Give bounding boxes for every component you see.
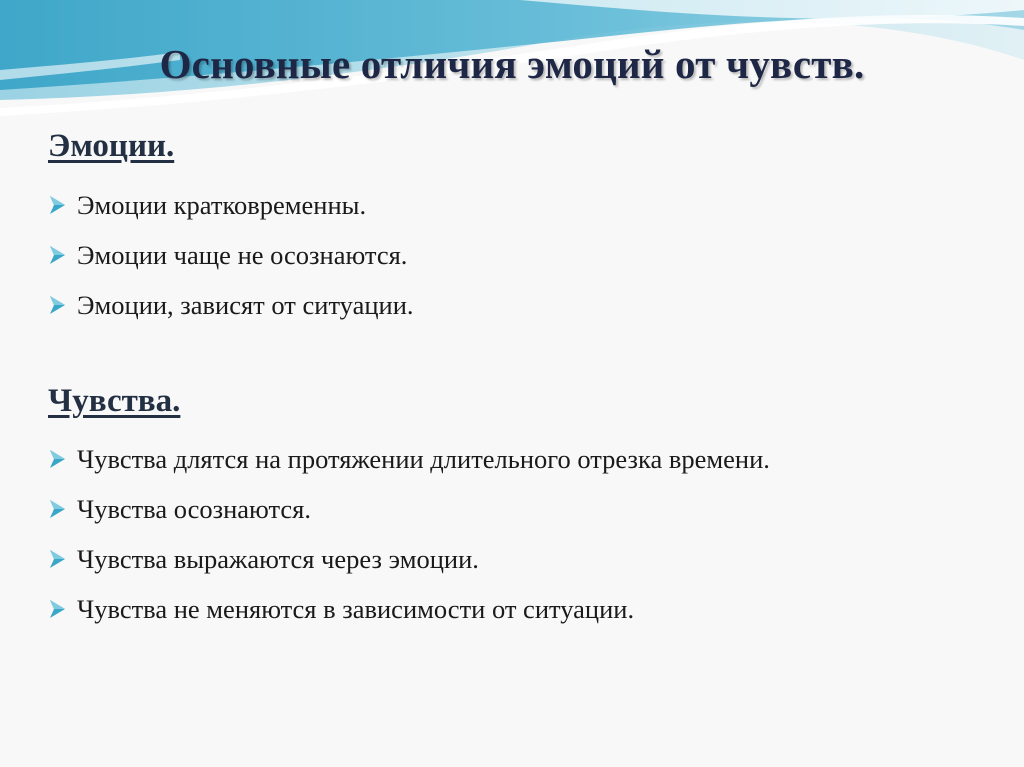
list-item bbox=[48, 230, 414, 280]
list-item-text: Эмоции, зависят от ситуации. bbox=[77, 289, 414, 320]
list-item bbox=[48, 280, 414, 330]
section-heading-feelings: Чувства. bbox=[48, 383, 181, 419]
slide-title: Основные отличия эмоций от чувств. bbox=[159, 41, 865, 87]
section-heading-emotions: Эмоции. bbox=[48, 128, 175, 164]
arrowhead-bullet-icon bbox=[48, 548, 68, 570]
arrowhead-bullet-icon bbox=[48, 598, 68, 620]
list-item-text: Чувства осознаются. bbox=[77, 493, 311, 524]
arrowhead-bullet-icon bbox=[48, 498, 68, 520]
list-item bbox=[48, 434, 770, 484]
arrowhead-bullet-icon bbox=[48, 294, 68, 316]
emotions-list bbox=[48, 180, 414, 330]
feelings-list bbox=[48, 434, 770, 634]
list-item-text: Чувства длятся на протяжении длительного отрезка времени. bbox=[77, 443, 770, 474]
list-item-text: Эмоции чаще не осознаются. bbox=[77, 239, 408, 270]
list-item-text: Эмоции кратковременны. bbox=[77, 189, 367, 220]
list-item bbox=[48, 534, 770, 584]
list-item bbox=[48, 484, 770, 534]
arrowhead-bullet-icon bbox=[48, 194, 68, 216]
arrowhead-bullet-icon bbox=[48, 244, 68, 266]
list-item-text: Чувства выражаются через эмоции. bbox=[77, 543, 479, 574]
list-item bbox=[48, 584, 770, 634]
arrowhead-bullet-icon bbox=[48, 448, 68, 470]
list-item-text: Чувства не меняются в зависимости от ситуации. bbox=[77, 593, 635, 624]
list-item bbox=[48, 180, 414, 230]
